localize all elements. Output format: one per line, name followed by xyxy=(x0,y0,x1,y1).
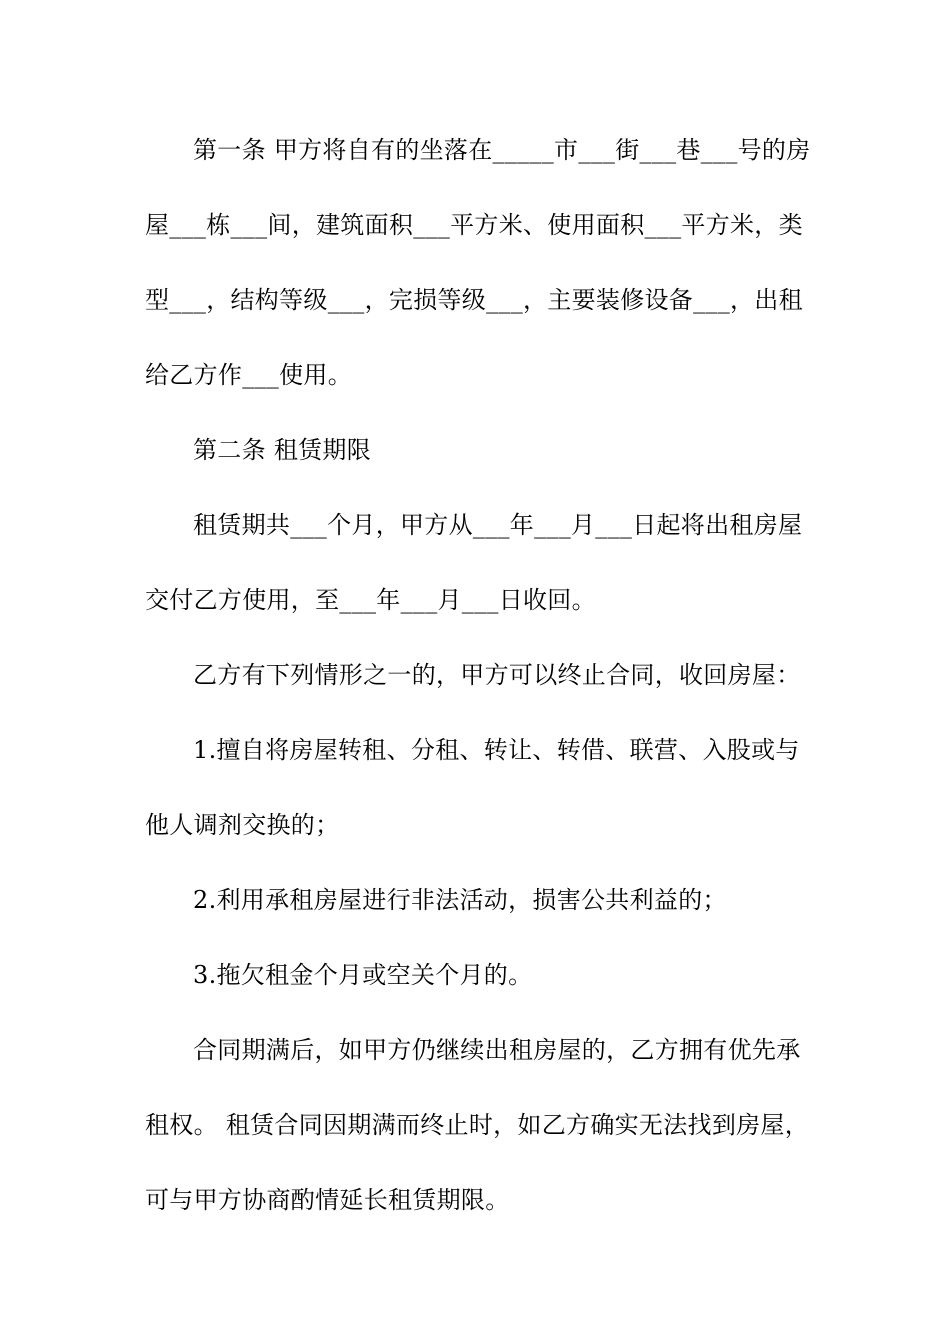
article-1-line-4: 给乙方作___使用。 xyxy=(145,361,352,389)
termination-item-2: 2.利用承租房屋进行非法活动，损害公共利益的； xyxy=(193,886,727,914)
termination-item-1-line-1: 1.擅自将房屋转租、分租、转让、转借、联营、入股或与 xyxy=(193,736,800,764)
termination-intro: 乙方有下列情形之一的，甲方可以终止合同，收回房屋： xyxy=(193,661,801,689)
renewal-line-3: 可与甲方协商酌情延长租赁期限。 xyxy=(145,1186,510,1214)
termination-item-3: 3.拖欠租金个月或空关个月的。 xyxy=(193,961,533,989)
renewal-line-1: 合同期满后，如甲方仍继续出租房屋的，乙方拥有优先承 xyxy=(193,1036,801,1064)
lease-term-line-1: 租赁期共___个月，甲方从___年___月___日起将出租房屋 xyxy=(193,511,803,539)
termination-item-1-line-2: 他人调剂交换的； xyxy=(145,811,340,839)
article-1-line-3: 型___，结构等级___，完损等级___，主要装修设备___，出租 xyxy=(145,286,803,314)
article-2-heading: 第二条 租赁期限 xyxy=(193,436,372,464)
lease-term-line-2: 交付乙方使用，至___年___月___日收回。 xyxy=(145,586,596,614)
article-1-line-2: 屋___栋___间，建筑面积___平方米、使用面积___平方米，类 xyxy=(145,211,803,239)
article-1-line-1: 第一条 甲方将自有的坐落在_____市___街___巷___号的房 xyxy=(193,136,811,164)
renewal-line-2: 租权。 租赁合同因期满而终止时，如乙方确实无法找到房屋， xyxy=(145,1111,810,1139)
